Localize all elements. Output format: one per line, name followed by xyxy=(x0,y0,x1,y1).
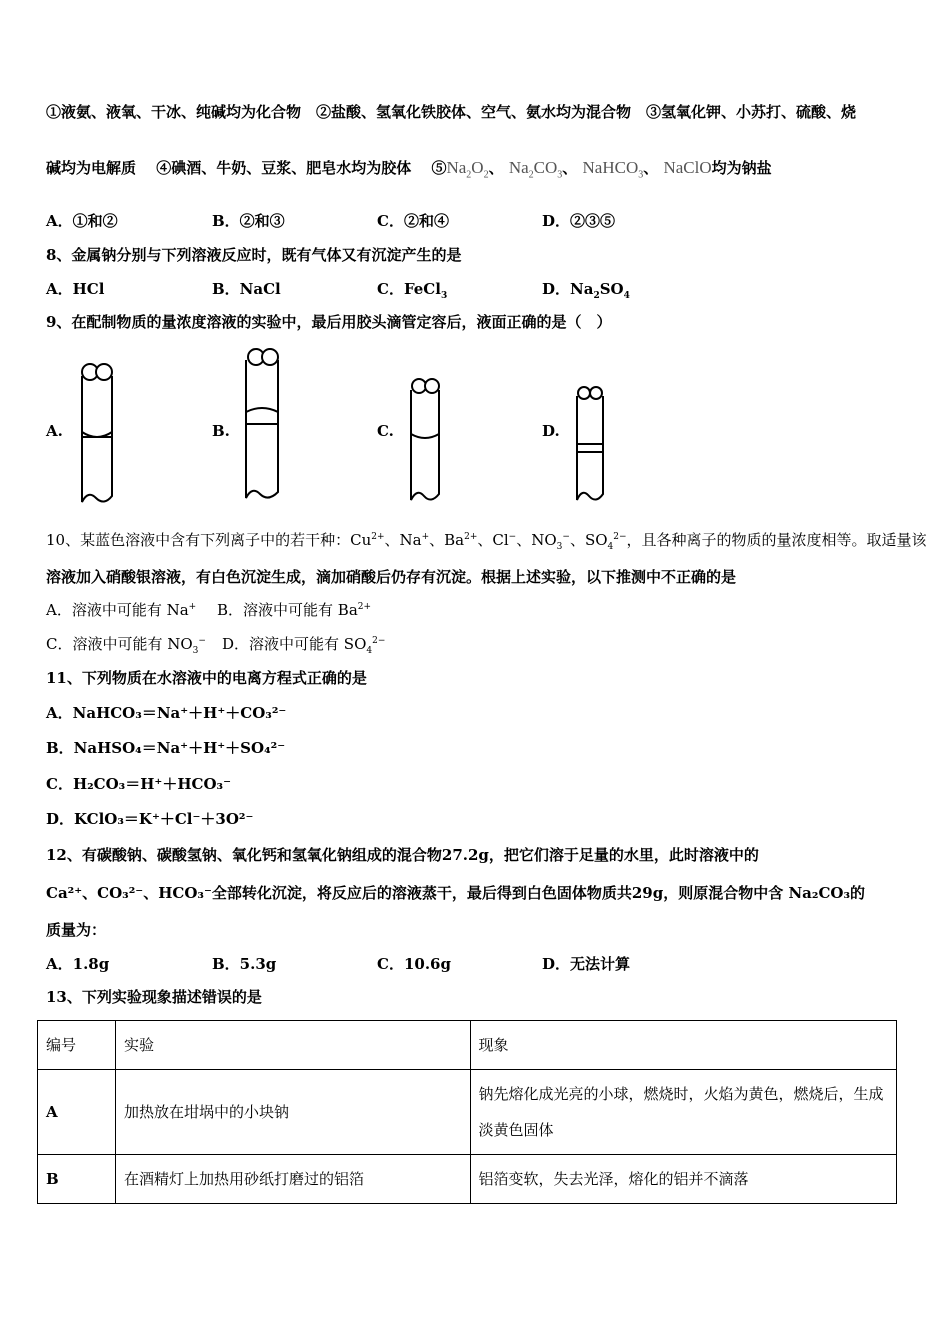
row-experiment: 加热放在坩埚中的小块钠 xyxy=(115,1070,470,1155)
q12-option-a: A．1.8g xyxy=(46,955,110,973)
q11-option-b: B．NaHSO₄＝Na⁺＋H⁺＋SO₄²⁻ xyxy=(46,739,286,757)
q10-option-a: A．溶液中可能有 Na+ xyxy=(46,601,197,619)
q7-option-d: D．②③⑤ xyxy=(542,212,616,230)
q12-option-c: C．10.6g xyxy=(377,955,451,973)
q9-stem: 9、在配制物质的量浓度溶液的实验中，最后用胶头滴管定容后，液面正确的是（ ） xyxy=(46,313,612,331)
q9-label-d: D. xyxy=(542,422,560,440)
q11-stem: 11、下列物质在水溶液中的电离方程式正确的是 xyxy=(46,669,367,687)
q9-label-b: B. xyxy=(212,422,230,440)
q8-option-b: B．NaCl xyxy=(212,280,281,298)
q9-label-c: C. xyxy=(377,422,394,440)
row-id: B xyxy=(38,1155,116,1204)
q7-line2-pre: 碱均为电解质 ④碘酒、牛奶、豆浆、肥皂水均为胶体 ⑤ xyxy=(46,159,447,177)
q7-option-a: A．①和② xyxy=(46,212,118,230)
q13-stem: 13、下列实验现象描述错误的是 xyxy=(46,988,262,1006)
row-experiment: 在酒精灯上加热用砂纸打磨过的铝箔 xyxy=(115,1155,470,1204)
q7-line1: ①液氨、液氧、干冰、纯碱均为化合物 ②盐酸、氢氧化铁胶体、空气、氨水均为混合物 ③氢氧化钾、小苏打、硫酸、烧 xyxy=(46,103,857,121)
q8-stem: 8、金属钠分别与下列溶液反应时，既有气体又有沉淀产生的是 xyxy=(46,246,462,264)
q11-option-a: A．NaHCO₃＝Na⁺＋H⁺＋CO₃²⁻ xyxy=(46,704,287,722)
formula-na2o2: $Na_2O_2$ xyxy=(446,158,489,181)
q8-option-d: D．$Na_2SO_4$ xyxy=(542,280,630,301)
row-phenomenon: 钠先熔化成光亮的小球，燃烧时，火焰为黄色，燃烧后，生成淡黄色固体 xyxy=(470,1070,897,1155)
tube-b-illustration xyxy=(240,346,286,504)
formula-naclo: NaClO xyxy=(663,158,712,177)
tube-d-illustration xyxy=(572,384,608,506)
q7-line2: 碱均为电解质 ④碘酒、牛奶、豆浆、肥皂水均为胶体 $⑤Na_2O_2$、 $Na_2CO_3$、 NaHCO$_3$、 NaClO均为钠盐 xyxy=(46,158,772,181)
q12-line3: 质量为： xyxy=(46,921,107,939)
q7-option-b: B．②和③ xyxy=(212,212,285,230)
q12-line1: 12、有碳酸钠、碳酸氢钠、氧化钙和氢氧化钠组成的混合物27.2g，把它们溶于足量的水里，此时溶液中的 xyxy=(46,846,759,864)
q12-option-b: B．5.3g xyxy=(212,955,277,973)
table-row xyxy=(38,1155,897,1204)
q7-option-c: C．②和④ xyxy=(377,212,449,230)
q10-option-b: B．溶液中可能有 $Ba^{2+}$ xyxy=(217,601,372,619)
header-experiment: 实验 xyxy=(115,1021,470,1070)
header-id: 编号 xyxy=(38,1021,116,1070)
formula-na2co3: $Na_2CO_3$ xyxy=(508,158,563,181)
tube-c-illustration xyxy=(406,376,446,506)
formula-nahco3: NaHCO$_3$ xyxy=(582,158,644,181)
q12-line2: Ca²⁺、CO₃²⁻、HCO₃⁻全部转化沉淀，将反应后的溶液蒸干，最后得到白色固体物质共29g，则原混合物中含 Na₂CO₃的 xyxy=(46,884,866,902)
q7-line2-post: 均为钠盐 xyxy=(711,159,772,177)
tube-a-illustration xyxy=(76,360,118,508)
q10-line1: 10、某蓝色溶液中含有下列离子中的若干种：$Cu^{2+}$、Na+、$Ba^{2+}$、Cl−、$NO_3^-$、$SO_4^{2-}$，且各种离子的物质的量浓度相等。取适量该 xyxy=(46,531,927,552)
row-id: A xyxy=(38,1070,116,1155)
q12-option-d: D．无法计算 xyxy=(542,955,631,973)
q8-option-a: A．HCl xyxy=(46,280,105,298)
q9-label-a: A. xyxy=(46,422,63,440)
row-phenomenon: 铝箔变软，失去光泽，熔化的铝并不滴落 xyxy=(470,1155,897,1204)
experiment-table xyxy=(37,1020,897,1204)
q10-option-d: D．溶液中可能有 $SO_4^{2-}$ xyxy=(222,635,386,656)
header-phenomenon: 现象 xyxy=(470,1021,897,1070)
q8-option-c: C．FeCl$_3$ xyxy=(377,280,448,301)
table-row xyxy=(38,1070,897,1155)
q11-option-c: C．H₂CO₃＝H⁺＋HCO₃⁻ xyxy=(46,775,232,793)
q10-line2: 溶液加入硝酸银溶液，有白色沉淀生成，滴加硝酸后仍存有沉淀。根据上述实验，以下推测中不正确的是 xyxy=(46,568,737,586)
q11-option-d: D．KClO₃＝K⁺＋Cl⁻＋3O²⁻ xyxy=(46,810,254,828)
table-header-row xyxy=(38,1021,897,1070)
q10-option-c: C．溶液中可能有 $NO_3^-$ xyxy=(46,635,206,656)
